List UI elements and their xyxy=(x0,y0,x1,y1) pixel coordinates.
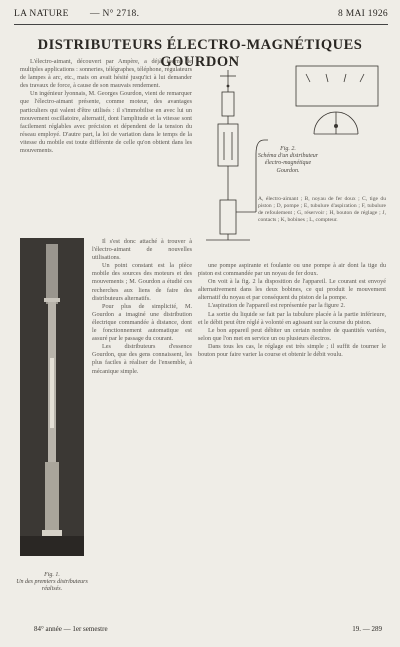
paragraph: Un ingénieur lyonnais, M. Georges Gourdon, vient de remarquer que l'électro-aimant présente, comme moteur, des avantages particuliers qui valent d'être utilisés : il s'immobilise en avec lui un mouvement oscillatoire, alternatif, dont l'amplitude et la vitesse sont facilement réglables avec précision et dépendent de la tension du réseau employé. D'autre part, la loi de variation dans le temps de la vitesse du mobile est toute différente de celle qu'on obtient dans les mouvements. xyxy=(20,90,192,155)
page-footer xyxy=(14,625,388,635)
running-header xyxy=(14,9,388,21)
paragraph: Les distributeurs d'essence Gourdon, que des gens connaissent, les plus faciles à réaliser de l'ensemble, à mécanique simple. xyxy=(92,343,192,375)
article-title: DISTRIBUTEURS ÉLECTRO-MAGNÉTIQUES GOURDON xyxy=(37,37,363,70)
distributor-photo xyxy=(20,238,84,556)
figure-2-legend: A, électro-aimant ; B, noyau de fer doux ; C, tige du piston ; D, pompe ; E, tubulure d'aspiration ; F, tubulure de refoulement ; G, réservoir ; H, bouton de réglage ; J, contacts ; K, bobines ; L, compteur. xyxy=(258,196,386,223)
paragraph: une pompe aspirante et foulante ou une pompe à air dont la tige du piston est commandée par un noyau de fer doux. xyxy=(198,262,386,278)
photo-figure-1 xyxy=(20,238,84,556)
issue-date: 8 MAI 1926 xyxy=(338,9,388,19)
figure-2-text: Schéma d'un distributeur électro-magnétique Gourdon. xyxy=(257,153,319,174)
footer-volume: 84° année — 1er semestre xyxy=(34,625,108,633)
header-rule xyxy=(14,24,388,25)
paragraph: Le bon appareil peut débiter un certain nombre de quantités variées, selon que l'on met en service un ou plusieurs électros. xyxy=(198,326,386,342)
paragraph: L'aspiration de l'appareil est représentée par la figure 2. xyxy=(208,302,346,310)
paragraph: Il s'est donc attaché à trouver à l'électro-aimant de nouvelles utilisations. xyxy=(92,238,192,262)
paragraph: Un point constant est la pièce mobile des sources des moteurs et des mouvements ; M. Gourdon a étudié ces recherches aux liens de faire des distributeurs alternatifs. xyxy=(92,262,192,302)
figure-1-text: Un des premiers distributeurs réalisés. xyxy=(16,579,88,593)
issue-number: — N° 2718. xyxy=(90,9,140,19)
paragraph: Pour plus de simplicité, M. Gourdon a imaginé une distribution électrique commandée à distance, dont le fonctionnement automatique est assuré par le passage du courant. xyxy=(92,302,192,343)
left-column-top xyxy=(20,58,192,234)
right-column xyxy=(198,262,386,602)
figure-2-label: Fig. 2. xyxy=(280,146,296,152)
figure-2-caption xyxy=(256,146,320,175)
figure-1-caption xyxy=(14,572,90,594)
footer-page: 19. — 289 xyxy=(352,625,382,633)
paragraph: L'électro-aimant, découvert par Ampère, a déjà fourni de multiples applications : sonneries, télégraphes, téléphone, régulateurs de lampes à arc, etc., mais on avait hésité jusqu'ici à lui demander des travaux de force, à cause de son mauvais rendement. xyxy=(20,58,192,90)
paragraph: On voit à la fig. 2 la disposition de l'appareil. Le courant est envoyé alternativement dans les deux bobines, ce qui produit le mouvement alternatif du noyau et par conséquent du piston de la pompe. xyxy=(198,278,386,302)
journal-name: LA NATURE xyxy=(14,9,69,19)
figure-1-label: Fig. 1. xyxy=(44,572,60,578)
paragraph: Dans tous les cas, le réglage est très simple ; il suffit de tourner le bouton pour faire varier la course et obtenir le débit voulu. xyxy=(198,342,386,359)
middle-column xyxy=(92,238,192,598)
paragraph: La sortie du liquide se fait par la tubulure placée à la partie inférieure, et le débit peut être réglé à volonté en agissant sur la course du piston. xyxy=(198,310,386,326)
